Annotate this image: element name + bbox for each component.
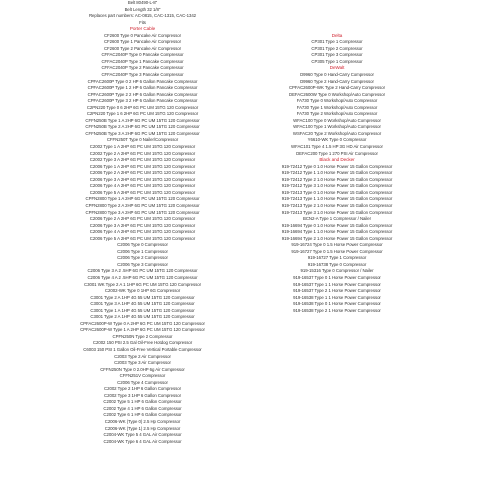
intro-line: Belt Length 32 1/8" — [124, 6, 161, 12]
fitment-item: C2006-WK (Type 0) 2.5 Hp Compressor — [104, 419, 181, 424]
fitment-item: CP301 Type 3 Compressor — [311, 52, 363, 58]
section-heading-porter-cable: Porter Cable — [129, 26, 156, 32]
section-heading-black-and-decker: Black and Decker — [319, 157, 355, 163]
fitment-item: CPFN250N Type 2 Compressor — [112, 333, 173, 339]
fitment-item: C2PN220 Type 1 6 2HP 6G PC UM 15TG 120 Compressor — [86, 111, 199, 117]
fitment-item: CF2600 Type 0 Pancake Air Compressor — [103, 32, 182, 38]
fitment-item: CF2600 Type 2 Pancake Air Compressor — [103, 45, 182, 51]
fitment-item: C2006 Type 2 A 2HP 6G PC UM 15TG 120 Compressor — [89, 216, 196, 222]
fitment-item: C2002 Type 2 1HP 6 Gallon Compressor — [104, 386, 181, 392]
fitment-item: DEFAC200 Type 1 270 PSI Air Compressor — [296, 150, 378, 156]
fitment-item: 919-16537 Type 1 1 Horse Power Compressor — [293, 281, 381, 287]
fitment-item: CFFN250N Type 0 2.0HP 6g Air Compressor — [100, 366, 185, 372]
fits-label: Fits — [139, 19, 146, 25]
fitment-item: C2006 Type 3 A 2HP 6G PC UM 15TG 120 Compressor — [89, 222, 196, 228]
fitment-item: C2002 Type 6 1 HP 6 Gallon Compressor — [103, 412, 182, 418]
fitment-item: CFFN250B Type 2 A 2HP 6G PC UM 15TG 120 Compressor — [85, 124, 200, 130]
fitment-item: CP301 Type 1 Compressor — [311, 39, 363, 45]
fitment-item: 919-72413 Type 3 1.0 Horse Power 15 Gallon Compressor — [281, 209, 393, 215]
fitment-item: C2006 Type 5 A 2HP 6G PC UM 15TG 120 Compressor — [89, 235, 196, 241]
fitment-item: 919-16727 Type 0 1.5 Horse Power Compressor — [291, 248, 383, 254]
fitment-item: C2006 Type 3 Compressor — [117, 261, 168, 267]
fitment-item: 919-16724 Type 0 1.5 Horse Power Compressor — [291, 242, 383, 248]
fitment-item: CPFAC2600P Type 1 2 HP 6 Gallon Pancake Compressor — [87, 85, 198, 91]
section-heading-dewalt: DeWalt — [329, 65, 345, 71]
fitment-item: 919-16694 Type 2 1.0 Horse Power 15 Gallon Compressor — [281, 235, 393, 241]
fitment-item: WFAC100 Type 0 Workshop/Auto Compressor — [293, 117, 381, 123]
fitment-item: CFFAC2040P Type 3 Pancake Compressor — [101, 72, 184, 78]
fitment-item: C2002 Type 3 1HP 6 Gallon Compressor — [104, 392, 181, 398]
fitment-item: C2002 150 PSI 2.5 Gal Oil-Free Hotdog Compressor — [92, 340, 193, 346]
fitment-item: C2006-WK (Type 1) 2.5 Hp Compressor — [104, 425, 181, 431]
fitment-item: FA730 Type 2 Workshop/Auto Compressor — [296, 111, 378, 117]
fitment-item: C2003 Type 2 Air Compressor — [114, 353, 171, 359]
fitment-item: DEFAC2600W Type 0 Workshop/Auto Compressor — [289, 91, 385, 97]
fitment-item: C3001 Type 2 A 1HP 4G 55 UM 15TG 120 Compressor — [90, 294, 195, 300]
fitment-item: 919-72413 Type 0 1.0 Horse Power 15 Gallon Compressor — [281, 189, 393, 195]
left-column — [45, 0, 240, 445]
fitment-item: 919-16538 Type 1 1 Horse Power Compressor — [293, 294, 381, 300]
fitment-item: C3001 Type 1 A 1HP 4G 55 UM 15TG 120 Compressor — [90, 307, 195, 313]
fitment-item: 919-16694 Type 1 1.0 Horse Power 15 Gallon Compressor — [281, 229, 393, 235]
fitment-item: C2004-WK Type 6 4 GAL Air Compressor — [103, 438, 182, 444]
fitment-item: CFFAC2040P Type 0 Pancake Compressor — [101, 52, 184, 58]
section-heading-delta: Delta — [331, 32, 343, 38]
fitment-item: WFAC100 Type 1 Workshop/Auto Compressor — [293, 124, 381, 130]
fitment-item: C2002 Type 5 1 HP 6 Gallon Compressor — [103, 399, 182, 405]
fitment-item: 919-16537 Type 0 1 Horse Power Compressor — [293, 274, 381, 280]
intro-line: Replaces part numbers: AC-0815, CAC-1315, CAC-1342 — [88, 13, 197, 19]
fitment-item: C2006 Type 4 A 2 .5HP 6G PC UM 15TG 120 Compressor — [87, 274, 198, 280]
fitment-item: Y6610-WK Type 0 Compressor — [307, 137, 367, 143]
fitment-item: 919-16727 Type 1 Compressor — [307, 255, 367, 261]
fitment-item: 919-16694 Type 0 1.0 Horse Power 15 Gallon Compressor — [281, 222, 393, 228]
fitment-item: FA730 Type 1 Workshop/Auto Compressor — [296, 104, 378, 110]
fitment-item: CP301 Type 2 Compressor — [311, 45, 363, 51]
fitment-item: CPFN2800 Type 2 A 2HP 6G PC UM 15TG 120 Compressor — [85, 202, 200, 208]
fitment-item: 919-72412 Type 2 1.0 Horse Power 15 Gallon Compressor — [281, 176, 393, 182]
fitment-item: CP305 Type 1 Compressor — [311, 58, 363, 64]
fitment-item: WSFAC20 Type 2 Workshop/Auto Compressor — [292, 130, 382, 136]
fitment-item: C2006 Type 1 A 2HP 6G PC UM 15TG 120 Compressor — [89, 163, 196, 169]
fitment-item: CPFAC2600P Type 2 2 HP 6 Gallon Pancake Compressor — [87, 91, 198, 97]
fitment-item: C2004-WK Type 5 4 GAL Air Compressor — [103, 432, 182, 438]
fitment-item: C3001 Type 2 A 1HP 4G 55 UM 15TG 120 Compressor — [90, 314, 195, 320]
fitment-item: CPFN2800 Type 3 A 2HP 6G PC UM 15TG 120 Compressor — [85, 209, 200, 215]
fitment-item: C2006 Type 1 Compressor — [117, 248, 168, 254]
fitment-item: C2006 Type 5 A 2HP 6G PC UM 15TG 120 Compressor — [89, 189, 196, 195]
fitment-item: C2006 Type 2 A 2HP 6G PC UM 15TG 120 Compressor — [89, 170, 196, 176]
fitment-item: C2006 Type 0 Compressor — [117, 242, 168, 248]
fitment-item: C2002 Type 2 A 2HP 6G PC UM 15TG 120 Compressor — [89, 150, 196, 156]
fitment-item: C2003 Type 3 Air Compressor — [114, 360, 171, 366]
fitment-item: C2002 Type 1 A 2HP 6G PC UM 15TG 120 Compressor — [89, 144, 196, 150]
fitment-item: CPFAC2600P Type 3 2 HP 6 Gallon Pancake Compressor — [87, 98, 198, 104]
fitment-item: C2006 Type 3 A 2HP 6G PC UM 15TG 120 Compressor — [89, 176, 196, 182]
fitment-item: 919-72412 Type 0 1.0 Horse Power 15 Gallon Compressor — [281, 163, 393, 169]
fitment-item: CPFN2800 Type 1 A 2HP 6G PC UM 15TG 120 Compressor — [85, 196, 200, 202]
fitment-item: C2002 Type 3 A 2HP 6G PC UM 15TG 120 Compressor — [89, 157, 196, 163]
fitment-item: CPFAC2600P-W Type 1 A 2HP 6G PC UM 15TG 120 Compressor — [80, 327, 205, 333]
fitment-item: 919-16538 Type 2 1 Horse Power Compressor — [293, 307, 381, 313]
fitment-item: 919-16538 Type 0 1 Horse Power Compressor — [293, 301, 381, 307]
fitment-item: 919-15316 Type 0 Compressor / Nailer — [300, 268, 374, 274]
fitment-item: C2006 Type 2 Compressor — [117, 255, 168, 261]
fitment-item: FA730 Type 0 Workshop/Auto Compressor — [296, 98, 378, 104]
fitment-item: C3001 Type 3 A 1HP 4G 55 UM 15TG 120 Compressor — [90, 301, 195, 307]
right-column — [262, 0, 412, 314]
fitment-item: 919-72413 Type 2 1.0 Horse Power 15 Gallon Compressor — [281, 202, 393, 208]
fitment-item: 919-72412 Type 1 1.0 Horse Power 15 Gallon Compressor — [281, 170, 393, 176]
fitment-item: C2006 Type 4 A 2HP 6G PC UM 15TG 120 Compressor — [89, 183, 196, 189]
fitment-item: CPFAC2600P Type 0 2 HP 6 Gallon Pancake Compressor — [87, 78, 198, 84]
fitment-item: C2002 Type 4 1 HP 6 Gallon Compressor — [103, 405, 182, 411]
fitment-item: BCN2-A Type 1 Compressor / Nailer — [302, 216, 372, 222]
fitment-item: C2006 Type 4 Compressor — [117, 379, 168, 385]
fitment-item: CFFN250B Type 3 A 2HP 6G PC UM 15TG 120 Compressor — [85, 130, 200, 136]
fitment-item: 919-16738 Type 0 Compressor — [307, 261, 367, 267]
fitment-item: CPFAC2600P-W Type 0 A 2HP 6G PC UM 15TG 120 Compressor — [80, 320, 205, 326]
intro-line: Belt 80490-L-8" — [127, 0, 158, 5]
fitment-item: CF2600 Type 1 Pancake Air Compressor — [103, 39, 182, 45]
fitment-item: 919-72413 Type 1 1.0 Horse Power 15 Gallon Compressor — [281, 196, 393, 202]
fitment-item: C2002-WK Type 0 1HP 6G Compressor — [104, 288, 181, 294]
fitment-item: 919-16537 Type 2 1 Horse Power Compressor — [293, 288, 381, 294]
fitment-item: D9960 Type 2 Hand-Carry Compressor — [300, 78, 374, 84]
fitment-item: WFAC101 Type 4 1.5 HP 3G HD Air Compressor — [291, 144, 383, 150]
fitment-item: CFFAC2040P Type 2 Pancake Compressor — [101, 65, 184, 71]
fitment-item: C2PN220 Type 0 6 2HP 6G PC UM 15TG 120 Compressor — [86, 104, 199, 110]
fitment-item: CFFN251V Compressor — [119, 373, 166, 379]
fitment-item: C3001 WK Type 2 A 1 1HP 6G PC UM 15TG 120 Compressor — [84, 281, 201, 287]
fitment-item: CFFN250T Type 0 Nailer/Compressor — [106, 137, 179, 143]
fitment-item: C6003 150 PSI 1 Gallon Oil-Free Vertical Portable Compressor — [83, 346, 202, 352]
fitment-item: CFFAC2040P Type 1 Pancake Compressor — [101, 58, 184, 64]
fitment-item: C2006 Type 3 A 2 .5HP 6G PC UM 15TG 120 Compressor — [87, 268, 198, 274]
fitment-item: 919-72412 Type 3 1.0 Horse Power 15 Gallon Compressor — [281, 183, 393, 189]
fitment-item: CFFN250B Type 1 A 2HP 6G PC UM 15TG 120 Compressor — [85, 117, 200, 123]
fitment-item: CPFAC2600P-WK Type 2 Hand-Carry Compressor — [288, 85, 386, 91]
fitment-item: D9960 Type 0 Hand-Carry Compressor — [300, 72, 374, 78]
fitment-item: C2006 Type 4 A 2HP 6G PC UM 15TG 120 Compressor — [89, 229, 196, 235]
